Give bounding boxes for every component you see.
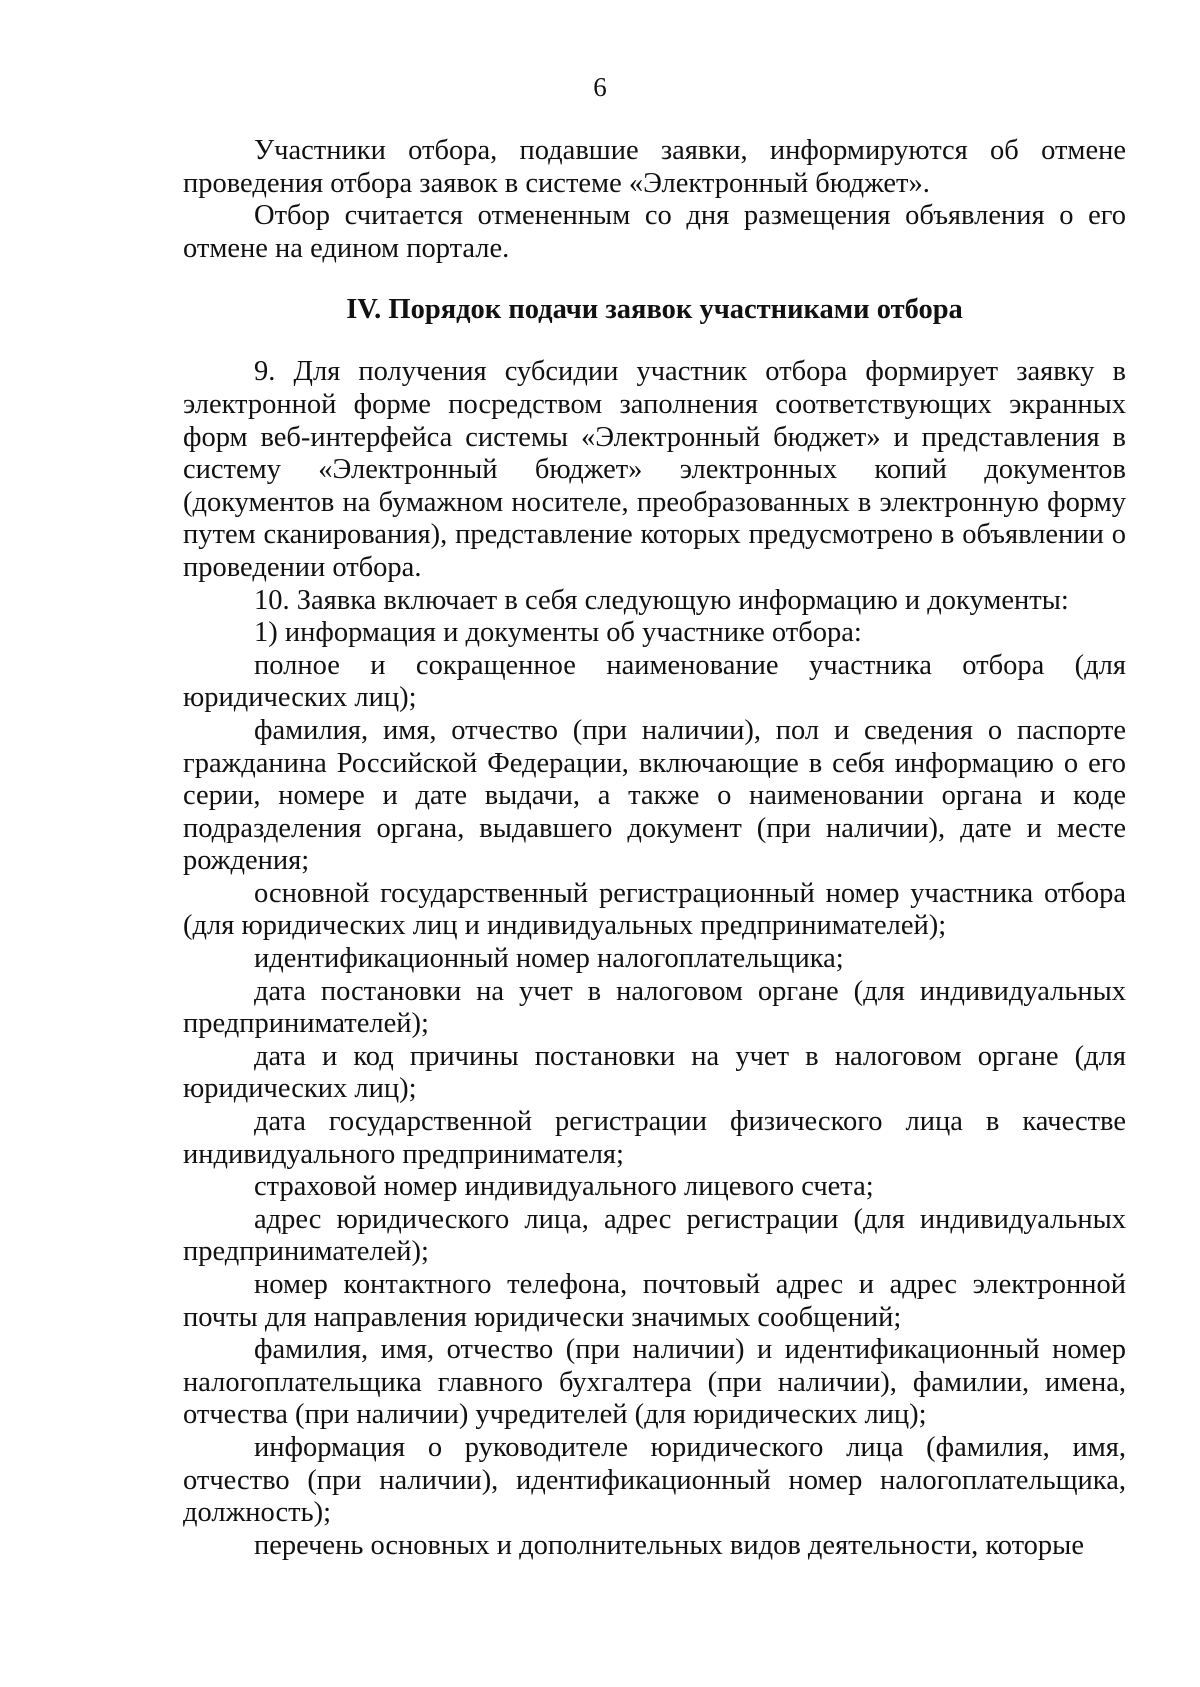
- page-number: 6: [593, 72, 607, 102]
- paragraph-ie-registration-date: дата государственной регистрации физического лица в качестве индивидуального предпринимателя;: [183, 1106, 1126, 1170]
- paragraph-snils: страховой номер индивидуального лицевого счета;: [254, 1171, 874, 1203]
- paragraph-inn: идентификационный номер налогоплательщика;: [254, 943, 844, 975]
- paragraph-kpp: дата и код причины постановки на учет в налоговом органе (для юридических лиц);: [183, 1040, 1126, 1105]
- paragraph-item-9: 9. Для получения субсидии участник отбора формирует заявку в электронной форме посредством заполнения соответствующих экранных форм веб-интерфейса системы «Электронный бюджет» и представления в систему «Электронный бюджет» электронных копий документов (документов на бумажном носителе, преобразованных в электронную форму путем сканирования), представление которых предусмотрено в объявлении о проведении отбора.: [183, 356, 1126, 583]
- paragraph-contacts: номер контактного телефона, почтовый адрес и адрес электронной почты для направления юридически значимых сообщений;: [183, 1269, 1126, 1333]
- paragraph-full-name: полное и сокращенное наименование участника отбора (для юридических лиц);: [183, 649, 1126, 714]
- document-body: [183, 135, 1126, 1562]
- paragraph-subitem-1: 1) информация и документы об участнике отбора:: [254, 617, 862, 649]
- paragraph-ogrn: основной государственный регистрационный номер участника отбора (для юридических лиц и индивидуальных предпринимателей);: [183, 877, 1126, 942]
- paragraph-passport: фамилия, имя, отчество (при наличии), пол и сведения о паспорте гражданина Российской Федерации, включающие в себя информацию о его серии, номере и дате выдачи, а также о наименовании органа и коде подразделения органа, выдавшего документ (при наличии), дате и месте рождения;: [183, 714, 1126, 877]
- paragraph-participants-informed: Участники отбора, подавшие заявки, информируются об отмене проведения отбора заявок в системе «Электронный бюджет».: [183, 135, 1126, 199]
- paragraph-selection-cancelled: Отбор считается отмененным со дня размещения объявления о его отмене на едином портале.: [183, 200, 1126, 264]
- paragraph-chief-accountant: фамилия, имя, отчество (при наличии) и идентификационный номер налогоплательщика главного бухгалтера (при наличии), фамилии, имена, отчества (при наличии) учредителей (для юридических лиц);: [183, 1334, 1126, 1431]
- paragraph-address: адрес юридического лица, адрес регистрации (для индивидуальных предпринимателей);: [183, 1203, 1126, 1268]
- section-heading: IV. Порядок подачи заявок участниками отбора: [346, 294, 963, 326]
- paragraph-tax-registration-date: дата постановки на учет в налоговом органе (для индивидуальных предпринимателей);: [183, 975, 1126, 1040]
- paragraph-item-10: 10. Заявка включает в себя следующую информацию и документы:: [254, 584, 1069, 616]
- paragraph-activities: перечень основных и дополнительных видов деятельности, которые: [254, 1529, 1084, 1561]
- paragraph-director: информация о руководителе юридического лица (фамилия, имя, отчество (при наличии), идентификационный номер налогоплательщика, должность);: [183, 1431, 1126, 1529]
